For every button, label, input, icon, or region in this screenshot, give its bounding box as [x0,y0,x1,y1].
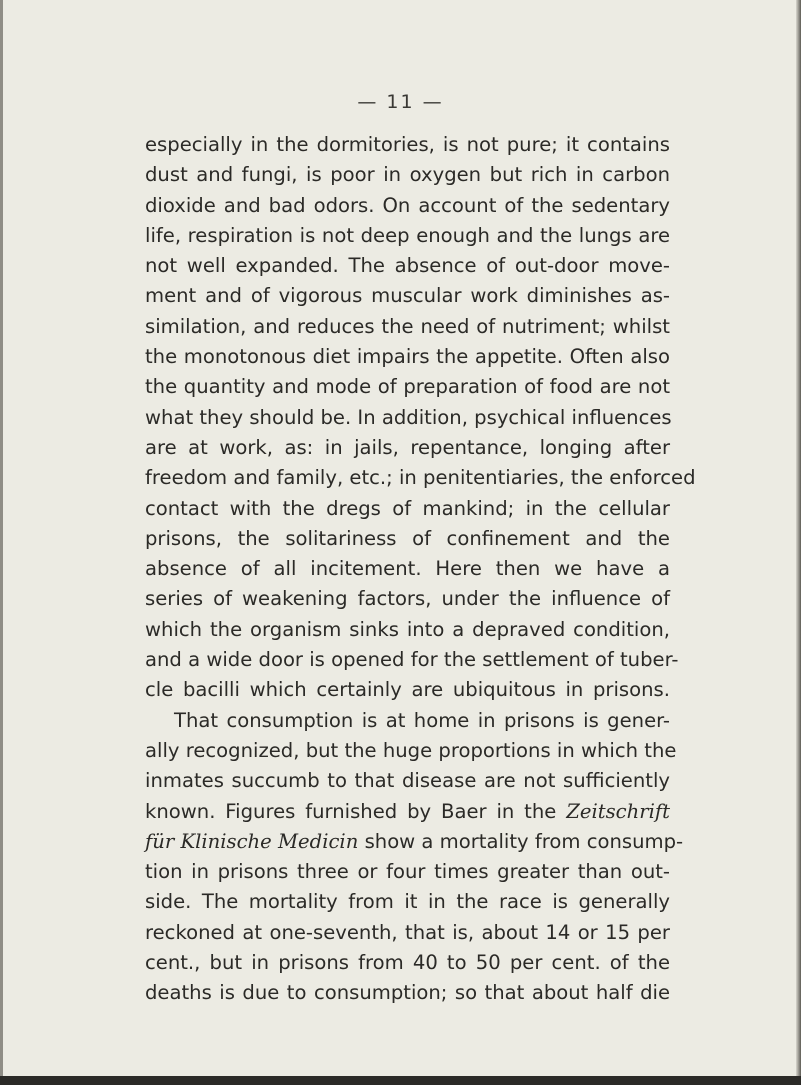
text-line-with-title [145,827,684,857]
text-line: prisons, the solitariness of confinement and the [145,526,670,550]
body-text [145,130,696,1009]
page-number: — 11 — [357,91,444,113]
text-line: dust and fungi, is poor in oxygen but rich in carbon [145,163,670,187]
text-line: side. The mortality from it in the race is generally [145,890,670,914]
text-line: similation, and reduces the need of nutriment; whilst [145,314,670,338]
text-line: inmates succumb to that disease are not sufficiently [145,769,670,793]
text-line: what they should be. In addition, psychical influences [145,405,672,429]
journal-title: Zeitschrift [566,799,670,823]
text-line: ally recognized, but the huge proportions in which the [145,738,677,762]
text-line: ment and of vigorous muscular work diminishes as- [145,284,670,308]
text-line: the quantity and mode of preparation of food are not [145,375,670,399]
text-line: which the organism sinks into a depraved condition, [145,617,670,641]
text-line: absence of all incitement. Here then we have a [145,557,670,581]
text-line: the monotonous diet impairs the appetite. Often also [145,345,670,369]
text-line: deaths is due to consumption; so that about half die [145,981,670,1005]
text-line: That consumption is at home in prisons is gener- [174,708,670,732]
text-line: especially in the dormitories, is not pure; it contains [145,133,670,156]
text-line: cle bacilli which certainly are ubiquitous in prisons. [145,678,670,702]
text-line: freedom and family, etc.; in penitentiaries, the enforced [145,466,696,490]
text-line: cent., but in prisons from 40 to 50 per cent. of the [145,951,670,975]
text-line: are at work, as: in jails, repentance, longing after [145,435,670,459]
text-line: and a wide door is opened for the settlement of tuber- [145,648,679,672]
text-line-with-title [145,797,670,827]
text-line: contact with the dregs of mankind; in the cellular [145,496,670,520]
text-line: series of weakening factors, under the influence of [145,587,670,611]
text-line: reckoned at one-seventh, that is, about 14 or 15 per [145,920,670,944]
text-segment: known. Figures furnished by Baer in the [145,799,557,823]
journal-title: für Klinische Medicin [145,829,359,853]
text-segment: show a mortality from consump- [364,829,684,853]
text-line: tion in prisons three or four times greater than out- [145,860,670,884]
text-line: not well expanded. The absence of out-door move- [145,254,670,278]
page-left-edge [0,0,3,1085]
page-bottom-edge [0,1076,801,1085]
text-line: life, respiration is not deep enough and the lungs are [145,223,670,247]
text-line: dioxide and bad odors. On account of the sedentary [145,193,670,217]
page-right-edge [796,0,801,1085]
